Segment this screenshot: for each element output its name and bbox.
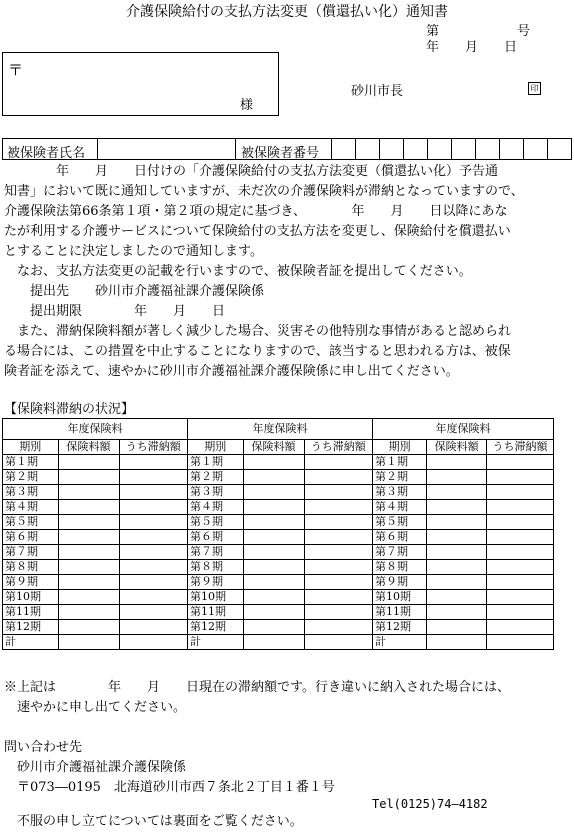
arrears-amount-cell[interactable] <box>119 530 187 545</box>
document-title: 介護保険給付の支払方法変更（償還払い化）通知書 <box>126 4 448 20</box>
column-header: うち滞納額 <box>119 440 187 455</box>
official-seal <box>528 80 541 95</box>
table-row <box>188 620 373 635</box>
period-label: 第10期 <box>3 590 59 605</box>
period-label: 第６期 <box>373 530 427 545</box>
column-header: 期別 <box>188 440 244 455</box>
period-label: 第12期 <box>188 620 244 635</box>
arrears-amount-cell[interactable] <box>304 500 372 515</box>
arrears-amount-cell[interactable] <box>487 635 554 650</box>
body-line: 提出先 砂川市介護福祉課介護保険係 <box>4 284 265 299</box>
period-label: 第４期 <box>3 500 59 515</box>
arrears-amount-cell[interactable] <box>304 605 372 620</box>
period-label: 第５期 <box>373 515 427 530</box>
arrears-amount-cell[interactable] <box>119 470 187 485</box>
table-row <box>373 575 554 590</box>
arrears-amount-cell[interactable] <box>487 530 554 545</box>
body-line: とすることに決定しましたので通知します。 <box>4 244 263 259</box>
table-row <box>3 635 188 650</box>
table-row <box>3 545 188 560</box>
insured-name-label-cell <box>2 138 98 160</box>
premium-amount-cell[interactable] <box>243 485 304 500</box>
arrears-amount-cell[interactable] <box>119 620 187 635</box>
table-row <box>3 485 188 500</box>
table-row <box>3 530 188 545</box>
body-line: 険者証を添えて、速やかに砂川市介護福祉課介護保険係に申し出てください。 <box>4 364 459 379</box>
column-header: 保険料額 <box>243 440 304 455</box>
postal-mark: 〒 <box>8 61 24 79</box>
period-label: 第９期 <box>188 575 244 590</box>
table-row <box>3 470 188 485</box>
period-label: 第３期 <box>373 485 427 500</box>
table-row <box>373 590 554 605</box>
period-label: 第７期 <box>373 545 427 560</box>
period-label: 計 <box>3 635 59 650</box>
table-row <box>3 560 188 575</box>
table-row <box>373 620 554 635</box>
period-label: 第７期 <box>188 545 244 560</box>
premium-amount-cell[interactable] <box>427 605 487 620</box>
premium-amount-cell[interactable] <box>58 605 119 620</box>
arrears-amount-cell[interactable] <box>304 545 372 560</box>
table-row <box>3 620 188 635</box>
arrears-amount-cell[interactable] <box>487 590 554 605</box>
table-row <box>188 560 373 575</box>
arrears-amount-cell[interactable] <box>487 515 554 530</box>
arrears-amount-cell[interactable] <box>487 605 554 620</box>
arrears-amount-cell[interactable] <box>119 560 187 575</box>
contact-heading: 問い合わせ先 <box>4 740 83 755</box>
address-box <box>2 52 279 116</box>
table-row <box>373 560 554 575</box>
arrears-amount-cell[interactable] <box>487 620 554 635</box>
arrears-amount-cell[interactable] <box>119 575 187 590</box>
insured-number-digit-cell[interactable] <box>475 138 500 160</box>
period-label: 第12期 <box>3 620 59 635</box>
period-label: 第12期 <box>373 620 427 635</box>
period-label: 第５期 <box>188 515 244 530</box>
issuer-name: 砂川市長 <box>351 84 404 99</box>
table-row <box>3 515 188 530</box>
arrears-amount-cell[interactable] <box>304 560 372 575</box>
period-label: 第９期 <box>3 575 59 590</box>
status-heading: 【保険料滞納の状況】 <box>4 402 135 417</box>
arrears-amount-cell[interactable] <box>304 485 372 500</box>
arrears-amount-cell[interactable] <box>119 500 187 515</box>
premium-amount-cell[interactable] <box>58 485 119 500</box>
table-row <box>188 605 373 620</box>
period-label: 第５期 <box>3 515 59 530</box>
premium-amount-cell[interactable] <box>58 515 119 530</box>
period-label: 第４期 <box>188 500 244 515</box>
arrears-amount-cell[interactable] <box>304 590 372 605</box>
premium-amount-cell[interactable] <box>58 545 119 560</box>
table-row <box>188 500 373 515</box>
note-line-2: 速やかに申し出てください。 <box>4 700 187 715</box>
insured-number-digit-cell[interactable] <box>547 138 572 160</box>
table-row <box>3 500 188 515</box>
period-label: 第11期 <box>373 605 427 620</box>
arrears-amount-cell[interactable] <box>119 545 187 560</box>
premium-amount-cell[interactable] <box>427 560 487 575</box>
table-row <box>3 455 188 470</box>
premium-amount-cell[interactable] <box>243 545 304 560</box>
period-label: 第３期 <box>188 485 244 500</box>
premium-amount-cell[interactable] <box>243 530 304 545</box>
table-row <box>3 590 188 605</box>
premium-amount-cell[interactable] <box>427 635 487 650</box>
table-row <box>373 530 554 545</box>
premium-amount-cell[interactable] <box>243 590 304 605</box>
table-row <box>188 455 373 470</box>
seal-mark: 印 <box>528 82 541 95</box>
period-label: 第４期 <box>373 500 427 515</box>
insured-number-digit-cell[interactable] <box>331 138 356 160</box>
table-row <box>188 635 373 650</box>
premium-amount-cell[interactable] <box>243 455 304 470</box>
table-row <box>373 500 554 515</box>
period-label: 第６期 <box>188 530 244 545</box>
table-row <box>188 575 373 590</box>
period-label: 第２期 <box>188 470 244 485</box>
premium-amount-cell[interactable] <box>427 485 487 500</box>
notice-body-lines <box>4 162 524 382</box>
group-header: 年度保険料 <box>373 419 554 440</box>
column-header: うち滞納額 <box>487 440 554 455</box>
body-line: 年 月 日付けの「介護保険給付の支払方法変更（償還払い化）予告通 <box>4 164 499 179</box>
table-row <box>373 605 554 620</box>
period-label: 第７期 <box>3 545 59 560</box>
body-line: また、滞納保険料額が著しく減少した場合、災害その他特別な事情があると認められ <box>4 324 512 339</box>
period-label: 計 <box>188 635 244 650</box>
contact-tel: Tel(0125)74―4182 <box>372 797 488 811</box>
insured-number-digit-cell[interactable] <box>523 138 548 160</box>
insured-number-label-cell <box>235 138 332 160</box>
column-header: 期別 <box>373 440 427 455</box>
arrears-amount-cell[interactable] <box>487 545 554 560</box>
premium-amount-cell[interactable] <box>427 590 487 605</box>
period-label: 第11期 <box>188 605 244 620</box>
contact-dept: 砂川市介護福祉課介護保険係 <box>4 760 187 775</box>
arrears-amount-cell[interactable] <box>304 470 372 485</box>
arrears-amount-cell[interactable] <box>304 635 372 650</box>
body-line: 介護保険法第66条第１項・第２項の規定に基づき、 年 月 日以降にあな <box>4 204 508 219</box>
arrears-amount-cell[interactable] <box>119 485 187 500</box>
period-label: 第11期 <box>3 605 59 620</box>
arrears-amount-cell[interactable] <box>304 575 372 590</box>
body-line: なお、支払方法変更の記載を行いますので、被保険者証を提出してください。 <box>4 264 472 279</box>
insured-number-digit-cell[interactable] <box>403 138 428 160</box>
arrears-amount-cell[interactable] <box>304 620 372 635</box>
premium-amount-cell[interactable] <box>243 605 304 620</box>
period-label: 第１期 <box>3 455 59 470</box>
period-label: 第９期 <box>373 575 427 590</box>
arrears-amount-cell[interactable] <box>119 590 187 605</box>
arrears-amount-cell[interactable] <box>119 455 187 470</box>
period-label: 第10期 <box>373 590 427 605</box>
period-label: 第１期 <box>373 455 427 470</box>
insured-number-digit-cell[interactable] <box>355 138 380 160</box>
insured-name-label: 被保険者氏名 <box>7 146 86 161</box>
group-header: 年度保険料 <box>188 419 373 440</box>
arrears-group-1 <box>2 418 188 650</box>
table-row <box>373 545 554 560</box>
group-header: 年度保険料 <box>3 419 188 440</box>
table-row <box>373 470 554 485</box>
arrears-amount-cell[interactable] <box>487 470 554 485</box>
period-label: 第３期 <box>3 485 59 500</box>
premium-amount-cell[interactable] <box>58 620 119 635</box>
period-label: 計 <box>373 635 427 650</box>
insured-number-digit-cell[interactable] <box>499 138 524 160</box>
footer-note: 不服の申し立てについては裏面をご覧ください。 <box>4 814 303 829</box>
document-number: 第 号 <box>426 24 531 39</box>
premium-amount-cell[interactable] <box>427 500 487 515</box>
arrears-amount-cell[interactable] <box>119 515 187 530</box>
insured-number-label: 被保険者番号 <box>241 146 320 161</box>
arrears-amount-cell[interactable] <box>487 560 554 575</box>
arrears-amount-cell[interactable] <box>119 605 187 620</box>
period-label: 第１期 <box>188 455 244 470</box>
premium-amount-cell[interactable] <box>58 470 119 485</box>
premium-amount-cell[interactable] <box>58 575 119 590</box>
period-label: 第２期 <box>3 470 59 485</box>
period-label: 第８期 <box>188 560 244 575</box>
table-row <box>373 515 554 530</box>
table-row <box>188 515 373 530</box>
arrears-group-3 <box>372 418 554 650</box>
arrears-amount-cell[interactable] <box>487 500 554 515</box>
arrears-amount-cell[interactable] <box>487 455 554 470</box>
arrears-amount-cell[interactable] <box>487 575 554 590</box>
period-label: 第６期 <box>3 530 59 545</box>
column-header: 期別 <box>3 440 59 455</box>
insured-number-digit-cell[interactable] <box>451 138 476 160</box>
arrears-amount-cell[interactable] <box>304 515 372 530</box>
column-header: 保険料額 <box>427 440 487 455</box>
premium-amount-cell[interactable] <box>58 560 119 575</box>
insured-number-digit-cell[interactable] <box>427 138 452 160</box>
premium-amount-cell[interactable] <box>243 560 304 575</box>
table-row <box>188 485 373 500</box>
premium-amount-cell[interactable] <box>243 470 304 485</box>
premium-amount-cell[interactable] <box>427 455 487 470</box>
body-line: る場合には、この措置を中止することになりますので、該当すると思われる方は、被保 <box>4 344 511 359</box>
table-row <box>373 455 554 470</box>
column-header: 保険料額 <box>58 440 119 455</box>
insured-name-field[interactable] <box>97 138 236 160</box>
period-label: 第10期 <box>188 590 244 605</box>
premium-amount-cell[interactable] <box>58 635 119 650</box>
premium-amount-cell[interactable] <box>58 455 119 470</box>
period-label: 第８期 <box>373 560 427 575</box>
premium-amount-cell[interactable] <box>243 500 304 515</box>
body-line: たが利用する介護サービスについて保険給付の支払方法を変更し、保険給付を償還払い <box>4 224 511 239</box>
body-line: 提出期限 年 月 日 <box>4 304 226 319</box>
arrears-amount-cell[interactable] <box>119 635 187 650</box>
body-line: 知書」において既に通知していますが、未だ次の介護保険料が滞納となっていますので、 <box>4 184 524 199</box>
premium-amount-cell[interactable] <box>427 545 487 560</box>
honorific: 様 <box>240 98 254 113</box>
table-row <box>3 575 188 590</box>
premium-amount-cell[interactable] <box>58 530 119 545</box>
premium-amount-cell[interactable] <box>58 500 119 515</box>
document-date: 年 月 日 <box>426 40 518 55</box>
premium-amount-cell[interactable] <box>243 635 304 650</box>
premium-amount-cell[interactable] <box>427 620 487 635</box>
notice-body <box>4 162 524 382</box>
premium-amount-cell[interactable] <box>243 515 304 530</box>
premium-amount-cell[interactable] <box>243 575 304 590</box>
premium-amount-cell[interactable] <box>427 515 487 530</box>
premium-amount-cell[interactable] <box>58 590 119 605</box>
table-row <box>188 590 373 605</box>
insured-number-digit-cell[interactable] <box>379 138 404 160</box>
table-row <box>188 530 373 545</box>
contact-block <box>4 738 335 798</box>
premium-amount-cell[interactable] <box>427 575 487 590</box>
table-row <box>373 485 554 500</box>
column-header: うち滞納額 <box>304 440 372 455</box>
premium-amount-cell[interactable] <box>427 530 487 545</box>
note <box>4 678 510 718</box>
table-row <box>188 470 373 485</box>
note-line-1: ※上記は 年 月 日現在の滞納額です。行き違いに納入された場合には、 <box>4 680 510 695</box>
table-row <box>373 635 554 650</box>
arrears-amount-cell[interactable] <box>487 485 554 500</box>
arrears-group-2 <box>187 418 373 650</box>
period-label: 第８期 <box>3 560 59 575</box>
period-label: 第２期 <box>373 470 427 485</box>
premium-amount-cell[interactable] <box>243 620 304 635</box>
premium-amount-cell[interactable] <box>427 470 487 485</box>
arrears-amount-cell[interactable] <box>304 455 372 470</box>
table-row <box>188 545 373 560</box>
table-row <box>3 605 188 620</box>
contact-address: 〒073―0195 北海道砂川市西７条北２丁目１番１号 <box>4 780 335 795</box>
arrears-amount-cell[interactable] <box>304 530 372 545</box>
